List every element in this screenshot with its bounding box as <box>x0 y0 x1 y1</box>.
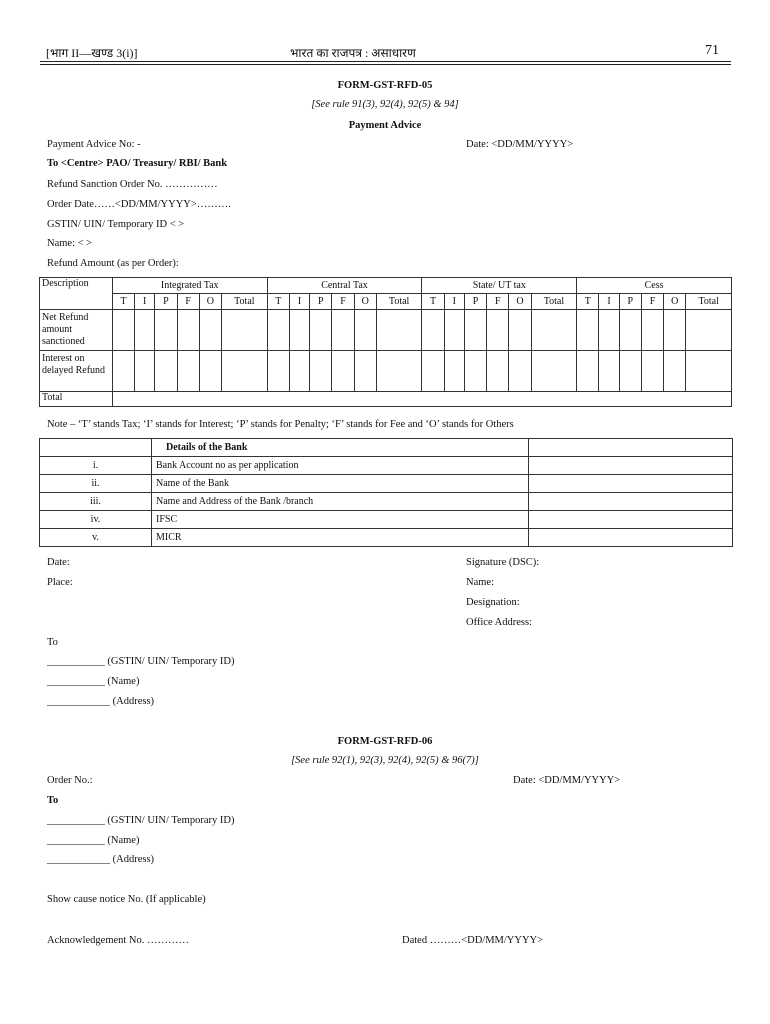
subcol-total: Total <box>376 294 422 310</box>
table-row <box>40 511 733 529</box>
bank-details-heading: Details of the Bank <box>152 439 529 457</box>
bank-row-num: iv. <box>40 511 152 529</box>
sig-office-label: Office Address: <box>466 617 532 628</box>
table-row <box>40 475 733 493</box>
rfd06-date: Date: <DD/MM/YYYY> <box>513 775 621 786</box>
header-gazette-title: भारत का राजपत्र : असाधारण <box>290 46 416 60</box>
table-row <box>40 310 732 351</box>
row-label-total: Total <box>40 392 113 407</box>
form-title-rfd06: FORM-GST-RFD-06 <box>337 736 433 747</box>
table-row <box>40 493 733 511</box>
subcol-f: F <box>641 294 663 310</box>
sig-name-label: Name: <box>466 577 494 588</box>
signature-dsc-label: Signature (DSC): <box>466 557 540 568</box>
rfd06-gstin: ___________ (GSTIN/ UIN/ Temporary ID) <box>47 815 235 826</box>
subcol-i: I <box>599 294 619 310</box>
table-row <box>40 392 732 407</box>
to-centre: To <Centre> PAO/ Treasury/ RBI/ Bank <box>47 158 228 169</box>
rfd06-to-label: To <box>47 795 59 806</box>
table-row <box>40 529 733 547</box>
bank-row-num: i. <box>40 457 152 475</box>
subcol-i: I <box>135 294 155 310</box>
subcol-f: F <box>177 294 199 310</box>
subcol-o: O <box>199 294 221 310</box>
subcol-i: I <box>289 294 309 310</box>
row-label-net-refund: Net Refund amount sanctioned <box>40 310 113 351</box>
refund-amount-table <box>39 277 732 407</box>
subcol-f: F <box>487 294 509 310</box>
subcol-p: P <box>619 294 641 310</box>
payment-advice-no: Payment Advice No: - <box>47 139 141 150</box>
subcol-p: P <box>155 294 177 310</box>
rfd06-address: ____________ (Address) <box>47 854 155 865</box>
rfd06-name: ___________ (Name) <box>47 835 140 846</box>
order-date: Order Date……<DD/MM/YYYY>………. <box>47 199 231 210</box>
table-row <box>40 351 732 392</box>
integrated-tax-header: Integrated Tax <box>112 278 267 294</box>
to-gstin: ___________ (GSTIN/ UIN/ Temporary ID) <box>47 656 235 667</box>
central-tax-header: Central Tax <box>267 278 422 294</box>
subcol-p: P <box>464 294 486 310</box>
row-label-interest: Interest on delayed Refund <box>40 351 113 392</box>
form-rule-rfd06: [See rule 92(1), 92(3), 92(4), 92(5) & 96(7)] <box>291 755 479 766</box>
refund-sanction-order: Refund Sanction Order No. …………… <box>47 179 218 190</box>
bank-row-label: MICR <box>152 529 529 547</box>
header-rule <box>40 61 731 62</box>
sig-place-label: Place: <box>47 577 73 588</box>
bank-row-label: Bank Account no as per application <box>152 457 529 475</box>
page-number: 71 <box>705 43 719 58</box>
subcol-total: Total <box>686 294 732 310</box>
subcol-f: F <box>332 294 354 310</box>
subcol-total: Total <box>531 294 577 310</box>
name-field: Name: < > <box>47 238 93 249</box>
acknowledgement-no: Acknowledgement No. ………… <box>47 935 190 946</box>
form-title-rfd05: FORM-GST-RFD-05 <box>337 80 433 91</box>
cess-header: Cess <box>577 278 732 294</box>
bank-row-num: v. <box>40 529 152 547</box>
to-label: To <box>47 637 58 648</box>
bank-row-label: IFSC <box>152 511 529 529</box>
bank-row-label: Name of the Bank <box>152 475 529 493</box>
subcol-i: I <box>444 294 464 310</box>
subcol-o: O <box>664 294 686 310</box>
legend-note: Note – ‘T’ stands Tax; ‘I’ stands for Interest; ‘P’ stands for Penalty; ‘F’ stands for Fee and ‘O’ stands for Others <box>47 419 514 430</box>
subcol-t: T <box>577 294 599 310</box>
ack-dated: Dated ………<DD/MM/YYYY> <box>402 935 544 946</box>
bank-row-num: ii. <box>40 475 152 493</box>
bank-row-label: Name and Address of the Bank /branch <box>152 493 529 511</box>
state-ut-tax-header: State/ UT tax <box>422 278 577 294</box>
bank-row-num: iii. <box>40 493 152 511</box>
show-cause-notice: Show cause notice No. (If applicable) <box>47 894 206 905</box>
subcol-o: O <box>354 294 376 310</box>
subcol-p: P <box>310 294 332 310</box>
subcol-t: T <box>112 294 134 310</box>
table-row <box>40 439 733 457</box>
subcol-o: O <box>509 294 531 310</box>
refund-amount-label: Refund Amount (as per Order): <box>47 258 179 269</box>
subcol-total: Total <box>222 294 268 310</box>
subcol-t: T <box>267 294 289 310</box>
bank-details-table <box>39 438 733 547</box>
header-rule-2 <box>40 64 731 65</box>
subcol-header-row <box>40 294 732 310</box>
subcol-t: T <box>422 294 444 310</box>
form-rule-rfd05: [See rule 91(3), 92(4), 92(5) & 94] <box>311 99 459 110</box>
form-subtitle: Payment Advice <box>348 120 422 131</box>
table-row <box>40 457 733 475</box>
sig-designation-label: Designation: <box>466 597 520 608</box>
payment-advice-date: Date: <DD/MM/YYYY> <box>466 139 574 150</box>
order-no-label: Order No.: <box>47 775 93 786</box>
gstin-field: GSTIN/ UIN/ Temporary ID < > <box>47 219 185 230</box>
header-section-label: [भाग II—खण्ड 3(i)] <box>46 46 138 60</box>
sig-date-label: Date: <box>47 557 70 568</box>
description-header: Description <box>40 278 113 310</box>
to-address: ____________ (Address) <box>47 696 155 707</box>
to-name: ___________ (Name) <box>47 676 140 687</box>
